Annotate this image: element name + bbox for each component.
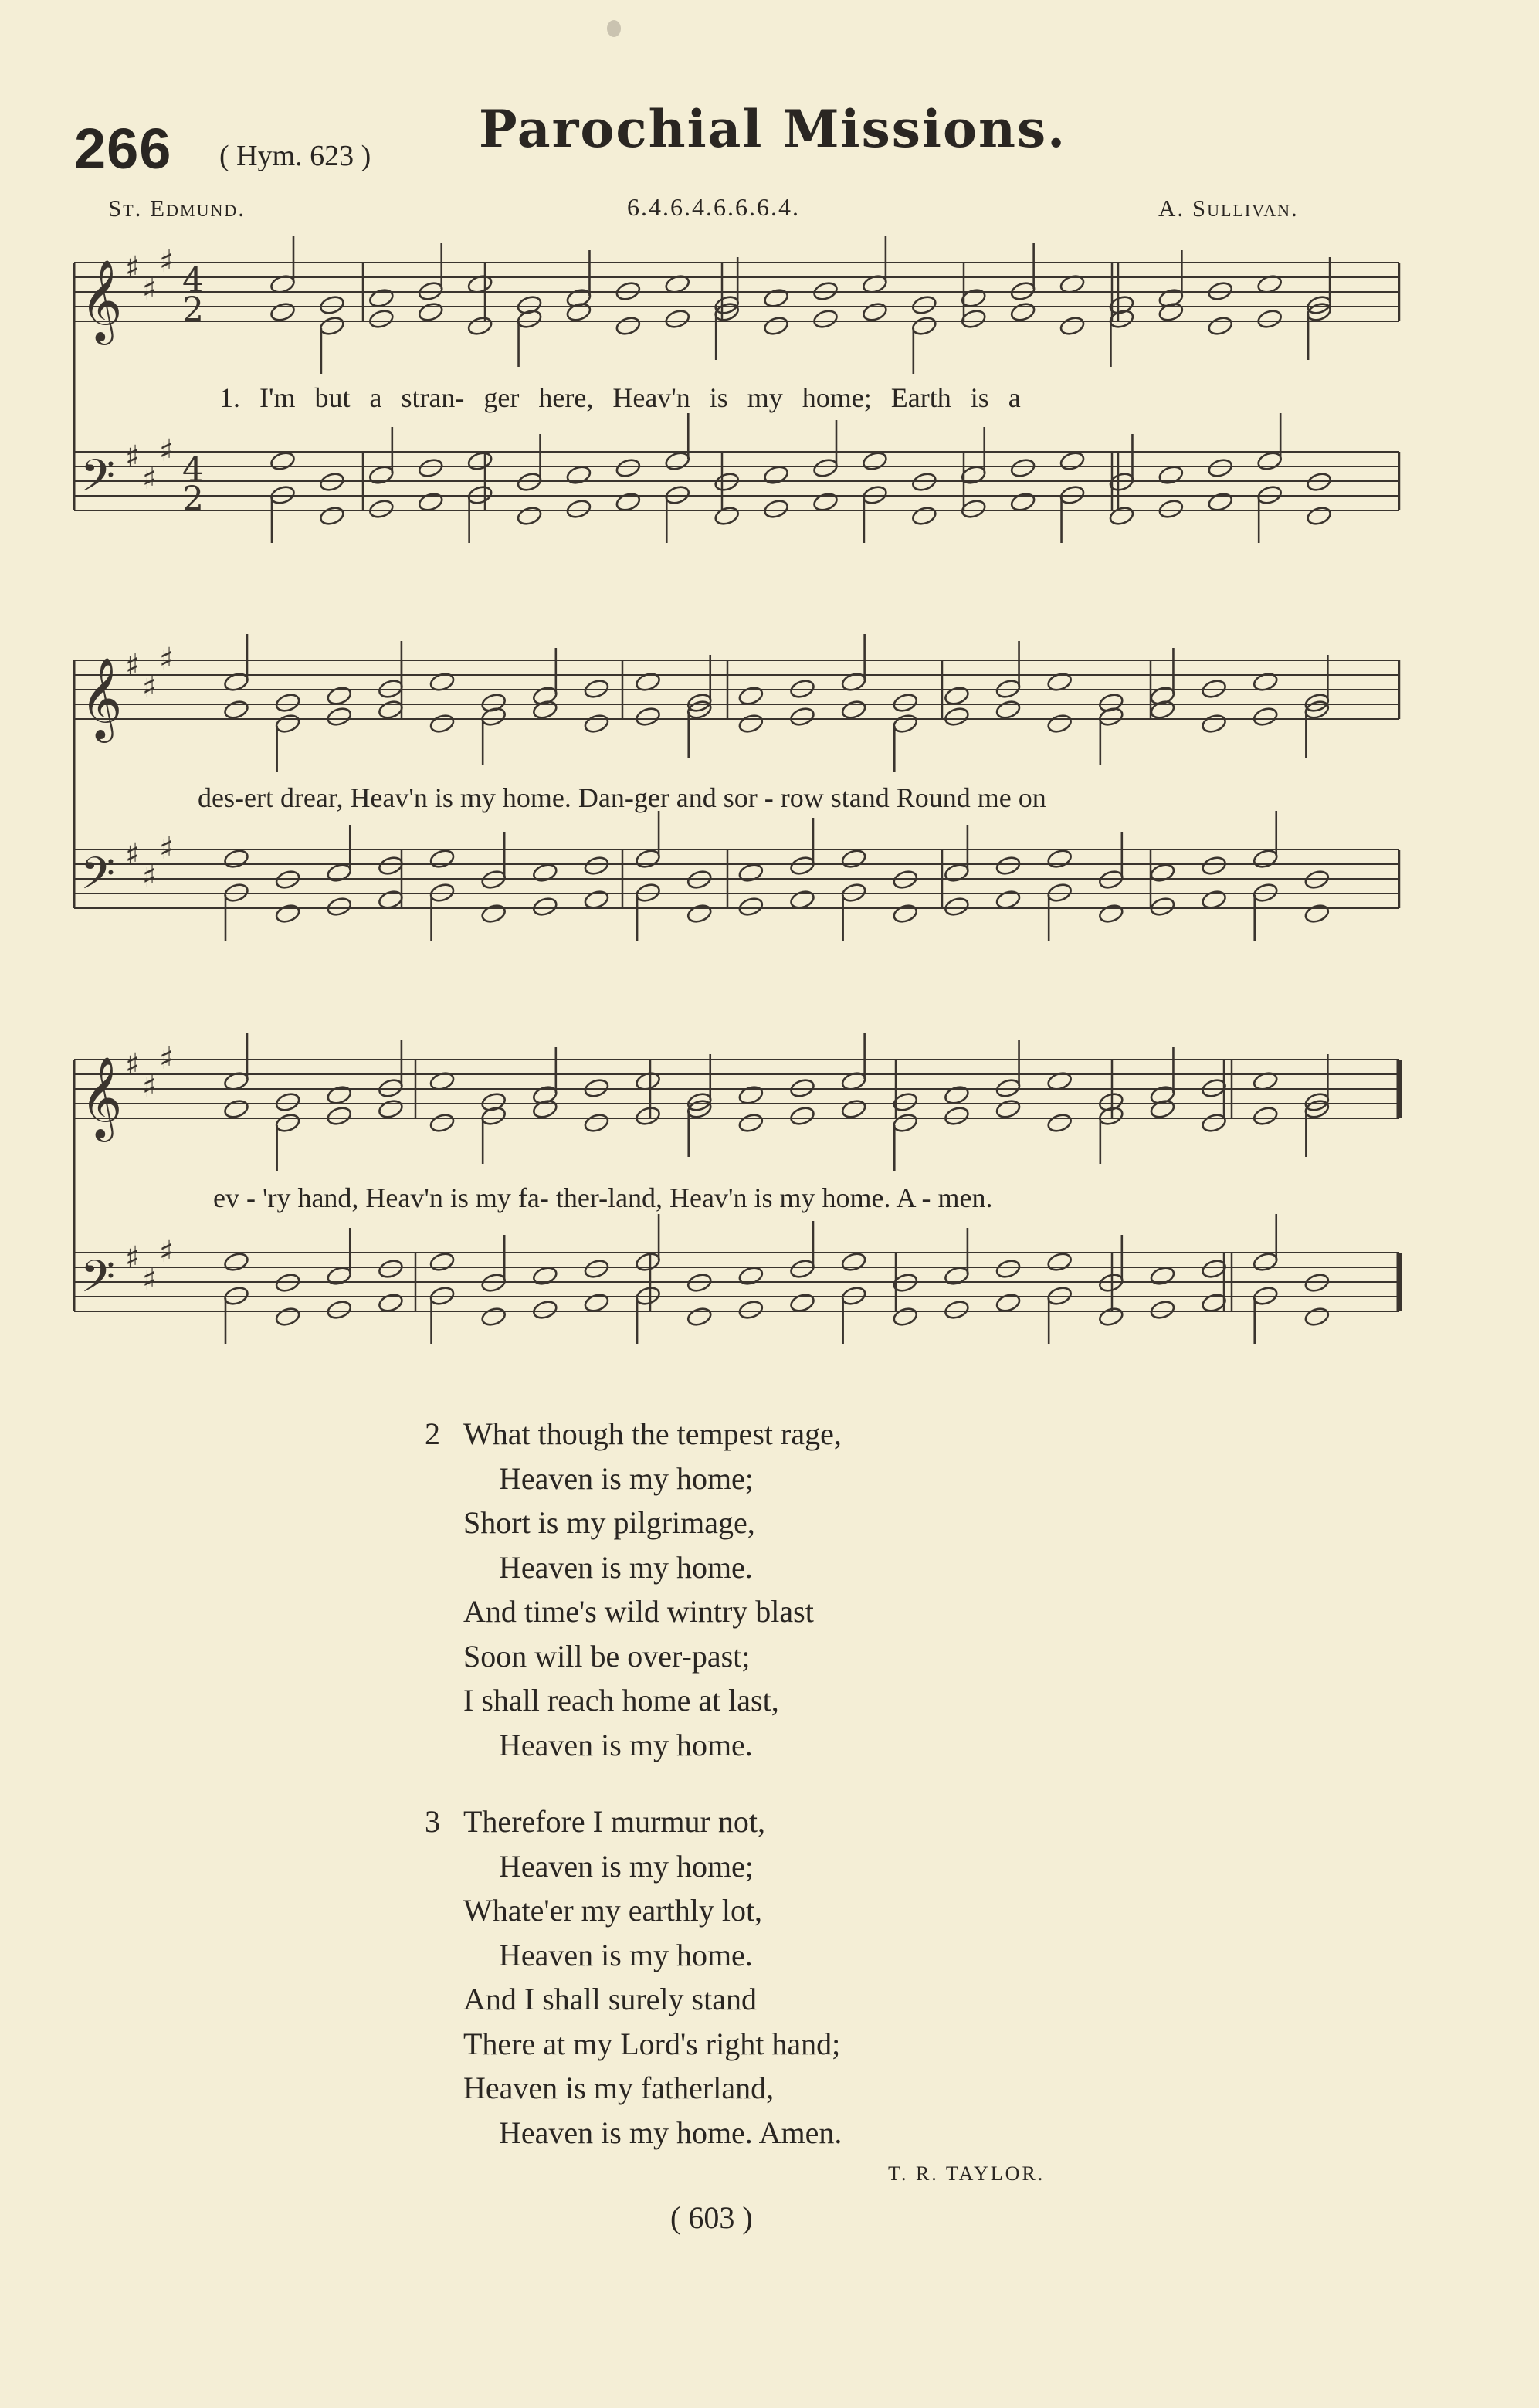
verse-line: Heaven is my home.: [499, 1937, 753, 1972]
svg-text:♯: ♯: [125, 1240, 141, 1276]
svg-text:♯: ♯: [142, 272, 158, 307]
verse-3: [425, 1799, 842, 2155]
verse-line: And time's wild wintry blast: [463, 1594, 814, 1629]
svg-text:4: 4: [182, 450, 204, 490]
verse-line: Heaven is my fatherland,: [463, 2071, 775, 2105]
verse-line: Heaven is my home;: [499, 1460, 754, 1496]
verse-line: There at my Lord's right hand;: [463, 2026, 841, 2061]
verse-line: 3 Therefore I murmur not,: [425, 1799, 842, 1844]
verse-2: [425, 1412, 842, 1767]
svg-text:𝄞: 𝄞: [80, 259, 123, 341]
verse-line: Heaven is my home.: [499, 1549, 753, 1585]
svg-text:♯: ♯: [142, 461, 158, 497]
svg-text:𝄞: 𝄞: [80, 656, 123, 739]
verse-number: 2: [425, 1416, 440, 1451]
svg-text:2: 2: [182, 290, 204, 330]
clefs-and-signatures: [80, 244, 204, 1314]
verse-line: Whate'er my earthly lot,: [463, 1893, 763, 1928]
lyric-line-1: 1. I'm but a stran- ger here, Heav'n is my home; Earth is a: [219, 382, 1021, 413]
verse-line: Heaven is my home.: [499, 1727, 753, 1762]
svg-text:♯: ♯: [142, 670, 158, 705]
svg-text:𝄢: 𝄢: [80, 1250, 116, 1314]
verse-line: I shall reach home at last,: [463, 1683, 779, 1718]
svg-text:♯: ♯: [125, 648, 141, 683]
hymn-number: 266: [74, 117, 172, 181]
verse-line: Heaven is my home. Amen.: [499, 2115, 842, 2150]
svg-text:♯: ♯: [142, 1262, 158, 1297]
svg-text:♯: ♯: [125, 837, 141, 873]
section-title: Parochial Missions.: [479, 99, 1067, 159]
svg-text:♯: ♯: [142, 1069, 158, 1104]
page-number: ( 603 ): [670, 2200, 753, 2235]
svg-text:♯: ♯: [159, 1041, 175, 1077]
svg-text:𝄢: 𝄢: [80, 449, 116, 513]
svg-text:♯: ♯: [159, 244, 175, 280]
svg-text:♯: ♯: [159, 831, 175, 867]
tune-name: St. Edmund.: [108, 195, 246, 222]
svg-text:♯: ♯: [142, 859, 158, 894]
verse-line: And I shall surely stand: [463, 1982, 757, 2016]
verse-line: 2 What though the tempest rage,: [425, 1412, 842, 1457]
composer: A. Sullivan.: [1158, 195, 1299, 222]
svg-text:𝄞: 𝄞: [80, 1056, 123, 1138]
hymn-reference: ( Hym. 623 ): [219, 140, 371, 172]
svg-text:𝄢: 𝄢: [80, 847, 116, 911]
svg-text:♯: ♯: [125, 439, 141, 475]
lyric-line-3: ev - 'ry hand, Heav'n is my fa- ther-land, Heav'n is my home. A - men.: [213, 1182, 993, 1213]
meter: 6.4.6.4.6.6.6.4.: [627, 193, 800, 221]
svg-text:♯: ♯: [125, 250, 141, 286]
svg-text:♯: ♯: [159, 433, 175, 469]
verse-line: Short is my pilgrimage,: [463, 1505, 755, 1540]
verse-line: Soon will be over-past;: [463, 1638, 751, 1674]
svg-text:4: 4: [182, 261, 204, 300]
svg-text:♯: ♯: [159, 1234, 175, 1270]
verse-line: Heaven is my home;: [499, 1848, 754, 1884]
svg-text:♯: ♯: [159, 642, 175, 677]
author: T. R. TAYLOR.: [888, 2162, 1046, 2185]
svg-text:2: 2: [182, 480, 204, 519]
svg-text:♯: ♯: [125, 1047, 141, 1083]
verse-number: 3: [425, 1804, 440, 1839]
lyric-line-2: des-ert drear, Heav'n is my home. Dan-ger and sor - row stand Round me on: [198, 782, 1046, 813]
